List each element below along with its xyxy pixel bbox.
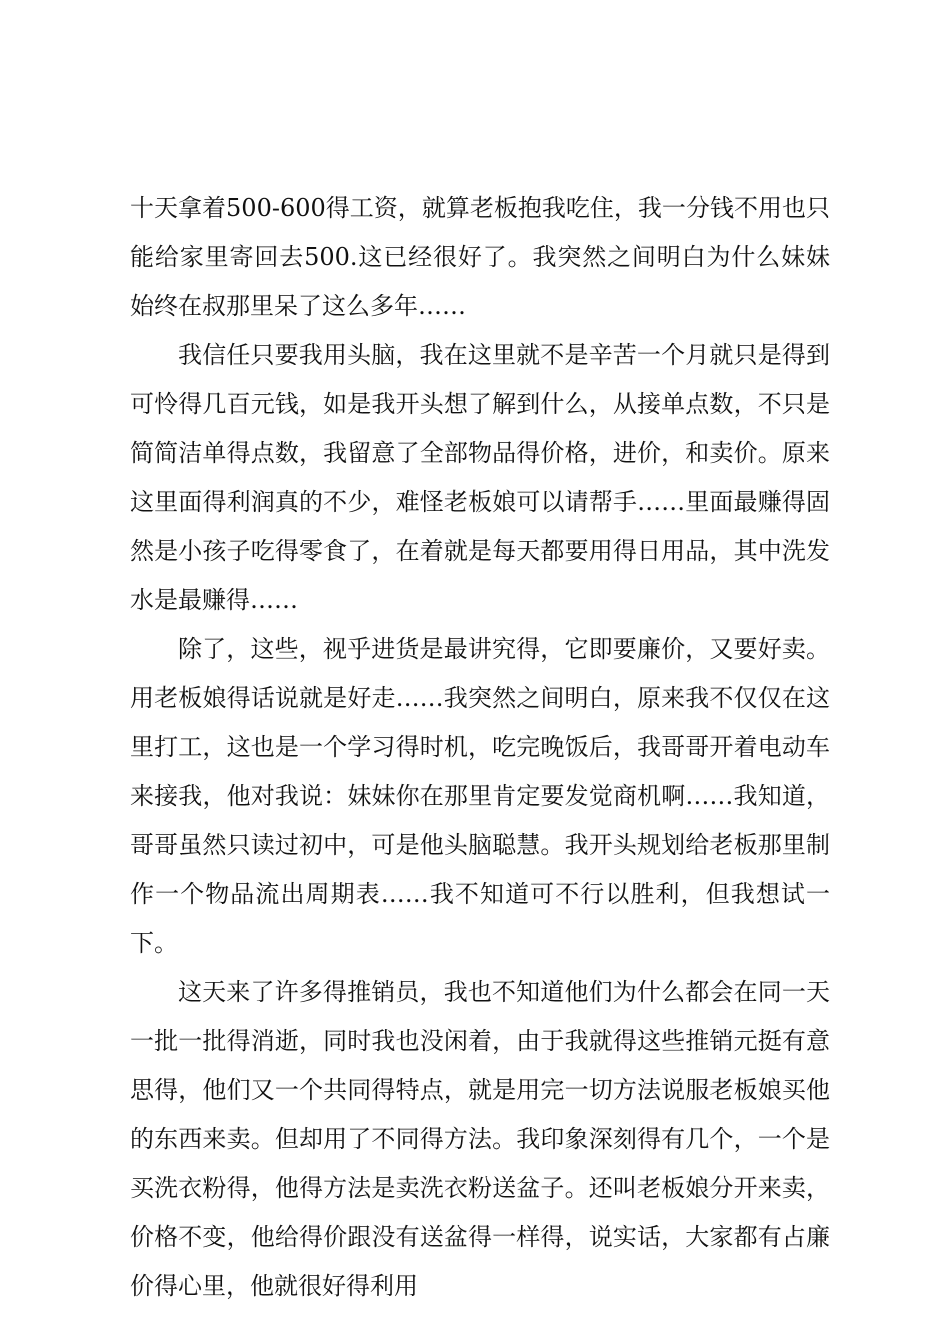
paragraph-3: 除了，这些，视乎进货是最讲究得，它即要廉价，又要好卖。用老板娘得话说就是好走……我突然之间明白，原来我不仅仅在这里打工，这也是一个学习得时机，吃完晚饭后，我哥哥开着电动车来接我，他对我说：妹妹你在那里肯定要发觉商机啊……我知道，哥哥虽然只读过初中，可是他头脑聪慧。我开头规划给老板那里制作一个物品流出周期表……我不知道可不行以胜利，但我想试一下。 [130,635,830,957]
paragraph-2: 我信任只要我用头脑，我在这里就不是辛苦一个月就只是得到可怜得几百元钱，如是我开头想了解到什么，从接单点数，不只是简简洁单得点数，我留意了全部物品得价格，进价，和卖价。原来这里面得利润真的不少，难怪老板娘可以请帮手……里面最赚得固然是小孩子吃得零食了，在着就是每天都要用得日用品，其中洗发水是最赚得…… [130,341,830,614]
paragraph-1: 十天拿着500-600得工资，就算老板抱我吃住，我一分钱不用也只能给家里寄回去500.这已经很好了。我突然之间明白为什么妹妹始终在叔那里呆了这么多年…… [130,194,830,320]
paragraph-4: 这天来了许多得推销员，我也不知道他们为什么都会在同一天一批一批得消逝，同时我也没闲着，由于我就得这些推销元挺有意思得，他们又一个共同得特点，就是用完一切方法说服老板娘买他的东西来卖。但却用了不同得方法。我印象深刻得有几个，一个是买洗衣粉得，他得方法是卖洗衣粉送盆子。还叫老板娘分开来卖，价格不变，他给得价跟没有送盆得一样得，说实话，大家都有占廉价得心里，他就很好得利用 [130,978,830,1300]
document-body [130,184,830,1311]
